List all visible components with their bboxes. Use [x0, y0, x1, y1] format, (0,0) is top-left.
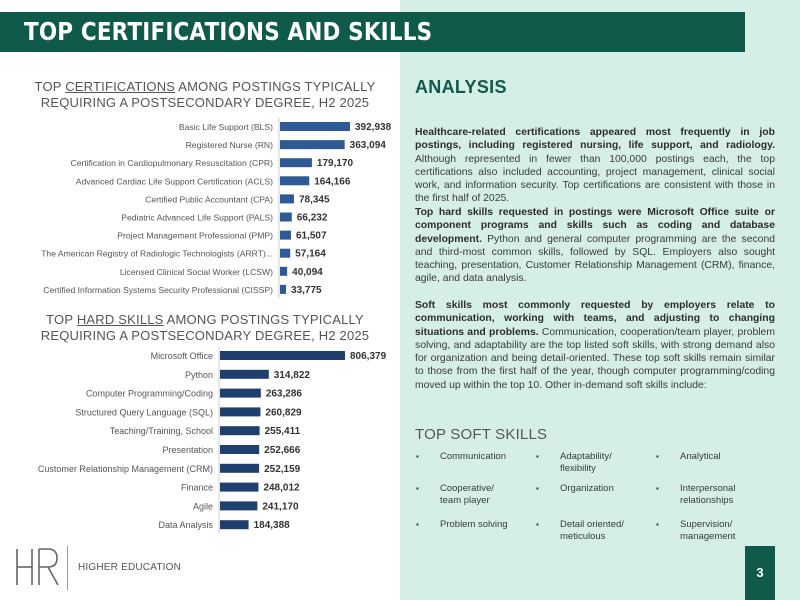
- p2-body: Python and general computer programming are the second and third-most common skills, followed by SQL. Employers also sought teaching, presentation, Customer Relationship Management (CRM), finance, agile, and data analysis.: [415, 233, 775, 285]
- soft-skill-line1: Problem solving: [440, 519, 508, 530]
- p3-lead: Soft skills most commonly requested by employers relate to communication, working with teams, and adjusting to changing situations and problems.: [415, 300, 775, 338]
- page-number: 3: [745, 546, 775, 600]
- value-label: 260,829: [265, 407, 302, 419]
- bar: [220, 426, 260, 435]
- bullet-icon: ▪: [536, 520, 539, 529]
- bullet-icon: ▪: [656, 452, 659, 461]
- soft-skill-item: [656, 483, 790, 507]
- analysis-heading: ANALYSIS: [415, 77, 507, 97]
- category-label: Teaching/Training, School: [109, 426, 213, 437]
- bar: [220, 445, 259, 454]
- analysis-paragraph-certifications: [415, 126, 775, 206]
- bar: [220, 370, 269, 379]
- bar: [280, 122, 350, 131]
- category-label: Registered Nurse (RN): [185, 140, 273, 151]
- category-label: Computer Programming/Coding: [85, 388, 213, 399]
- category-label: Certification in Cardiopulmonary Resuscitation (CPR): [70, 158, 273, 169]
- value-label: 179,170: [316, 158, 354, 170]
- bullet-icon: ▪: [416, 452, 419, 461]
- title-bar: [0, 12, 745, 52]
- category-label: Licensed Clinical Social Worker (LCSW): [119, 266, 273, 277]
- value-label: 806,379: [350, 351, 387, 362]
- cert-title-prefix: TOP: [34, 79, 66, 94]
- page-title: TOP CERTIFICATIONS AND SKILLS: [24, 17, 433, 46]
- soft-skill-item: [416, 451, 550, 463]
- soft-skill-item: [536, 483, 670, 495]
- bullet-icon: ▪: [656, 484, 659, 493]
- bar: [280, 213, 292, 222]
- value-label: 61,507: [295, 230, 327, 242]
- skill-title-line2: REQUIRING A POSTSECONDARY DEGREE, H2 2025: [40, 328, 370, 343]
- bar: [220, 501, 257, 510]
- bar: [220, 407, 260, 416]
- bullet-icon: ▪: [416, 520, 419, 529]
- value-label: 66,232: [296, 212, 328, 224]
- value-label: 252,159: [264, 463, 301, 475]
- value-label: 314,822: [273, 369, 310, 381]
- bar: [280, 285, 286, 294]
- cert-title-suffix: AMONG POSTINGS TYPICALLY: [175, 79, 376, 94]
- value-label: 164,166: [314, 176, 351, 188]
- category-label: Certified Information Systems Security Professional (CISSP): [43, 284, 273, 295]
- soft-skill-line2: meticulous: [560, 531, 606, 542]
- category-label: The American Registry of Radiologic Technologists (ARRT)...: [41, 248, 273, 259]
- footer-label: HIGHER EDUCATION: [78, 562, 182, 573]
- soft-skill-line1: Analytical: [680, 451, 721, 462]
- certifications-chart-title: [10, 79, 400, 111]
- value-label: 184,388: [253, 520, 290, 532]
- soft-skill-line2: relationships: [680, 495, 734, 506]
- p1-lead: Healthcare-related certifications appeared most frequently in job postings, including registered nursing, life support, and radiology.: [415, 127, 775, 152]
- bar: [220, 520, 249, 529]
- skill-title-suffix: AMONG POSTINGS TYPICALLY: [163, 312, 364, 327]
- bullet-icon: ▪: [656, 520, 659, 529]
- soft-skill-line2: flexibility: [560, 463, 596, 474]
- bar: [220, 483, 258, 492]
- cert-title-line2: REQUIRING A POSTSECONDARY DEGREE, H2 2025: [40, 95, 370, 110]
- bar: [280, 267, 287, 276]
- value-label: 263,286: [265, 388, 302, 400]
- value-label: 33,775: [291, 284, 322, 296]
- bullet-icon: ▪: [536, 484, 539, 493]
- bar: [280, 158, 312, 167]
- category-label: Advanced Cardiac Life Support Certification (ACLS): [75, 176, 273, 187]
- soft-skill-line1: Communication: [440, 451, 506, 462]
- bar: [220, 351, 345, 360]
- soft-skills-heading: TOP SOFT SKILLS: [415, 426, 548, 443]
- value-label: 78,345: [298, 194, 330, 206]
- bullet-icon: ▪: [416, 484, 419, 493]
- category-label: Agile: [192, 501, 213, 512]
- p3-body: Communication, cooperation/team player, problem solving, and adaptability are the top listed soft skills, with strong demand also for organization and being detail-oriented. These top soft skills remain similar to those from the first half of the year, though computer programming/coding moved up within the top 10. Other in-demand soft skills include:: [415, 326, 775, 391]
- analysis-paragraph-hard-skills: [415, 206, 775, 286]
- cert-title-keyword: CERTIFICATIONS: [65, 79, 176, 94]
- soft-skill-line2: management: [680, 531, 736, 542]
- value-label: 241,170: [262, 501, 299, 513]
- category-label: Pediatric Advanced Life Support (PALS): [121, 212, 273, 223]
- value-label: 392,938: [355, 122, 392, 133]
- hard-skills-chart-title: [10, 312, 400, 344]
- category-label: Data Analysis: [158, 520, 213, 531]
- soft-skill-line1: Adaptability/: [560, 451, 612, 462]
- soft-skill-line1: Cooperative/: [440, 483, 494, 494]
- soft-skill-line2: team player: [440, 495, 490, 506]
- category-label: Customer Relationship Management (CRM): [37, 463, 213, 474]
- analysis-paragraph-soft-skills: [415, 299, 775, 392]
- bar: [280, 249, 290, 258]
- bar: [280, 194, 294, 203]
- soft-skill-line1: Interpersonal: [680, 483, 736, 494]
- category-label: Python: [184, 369, 213, 380]
- value-label: 252,666: [264, 445, 301, 456]
- category-label: Microsoft Office: [150, 351, 213, 361]
- bar: [280, 176, 309, 185]
- hard-skills-bar-chart: [0, 345, 400, 535]
- value-label: 255,411: [264, 426, 301, 438]
- soft-skill-item: [416, 519, 550, 531]
- category-label: Finance: [180, 482, 213, 493]
- soft-skill-line1: Organization: [560, 483, 614, 494]
- value-label: 248,012: [263, 482, 300, 494]
- category-label: Certified Public Accountant (CPA): [145, 194, 273, 205]
- p2-lead: Top hard skills requested in postings were Microsoft Office suite or component programs and skills such as coding and database development.: [415, 207, 775, 245]
- soft-skill-item: [656, 451, 790, 463]
- skill-title-prefix: TOP: [46, 312, 77, 327]
- soft-skill-line1: Supervision/: [680, 519, 733, 530]
- bullet-icon: ▪: [536, 452, 539, 461]
- soft-skill-line1: Detail oriented/: [560, 519, 624, 530]
- skill-title-keyword: HARD SKILLS: [76, 312, 164, 327]
- category-label: Basic Life Support (BLS): [178, 122, 273, 132]
- soft-skill-item: [536, 451, 670, 475]
- logo-divider: [67, 546, 68, 590]
- soft-skill-item: [536, 519, 670, 543]
- soft-skill-item: [656, 519, 790, 543]
- category-label: Presentation: [162, 445, 213, 455]
- bar: [280, 140, 345, 149]
- category-label: Project Management Professional (PMP): [117, 230, 273, 241]
- bar: [220, 464, 259, 473]
- value-label: 40,094: [292, 266, 323, 278]
- bar: [280, 231, 291, 240]
- hr-logo: [15, 548, 60, 586]
- certifications-bar-chart: [0, 116, 400, 306]
- soft-skill-item: [416, 483, 550, 507]
- value-label: 363,094: [349, 140, 386, 152]
- bar: [220, 389, 261, 398]
- value-label: 57,164: [295, 248, 326, 260]
- p1-body: Although represented in fewer than 100,000 postings each, the top certifications also included accounting, project management, clinical social work, and information security. Top certifications are consistent with those in the first half of 2025.: [415, 153, 775, 205]
- category-label: Structured Query Language (SQL): [75, 407, 213, 418]
